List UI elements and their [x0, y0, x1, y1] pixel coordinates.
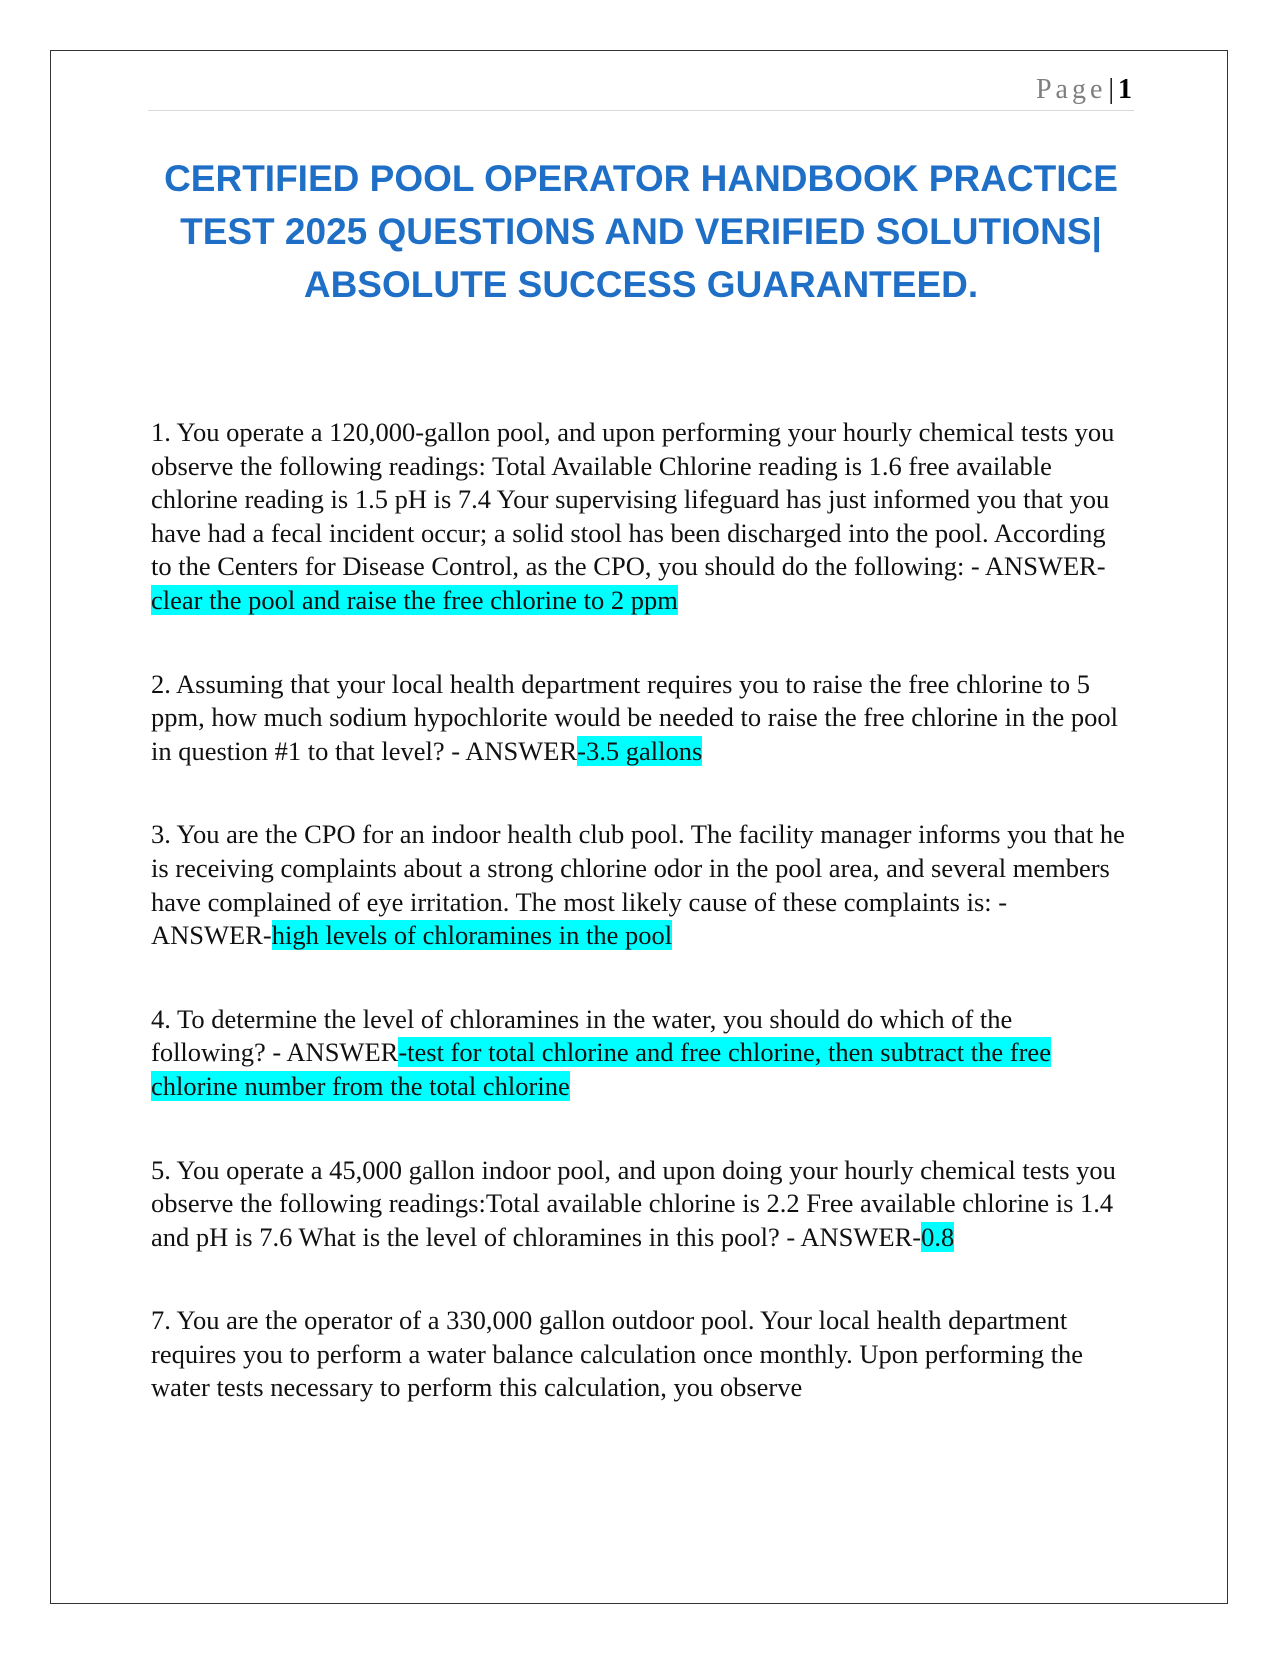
highlighted-answer: high levels of chloramines in the pool	[271, 920, 673, 951]
question-text: 2. Assuming that your local health department requires you to raise the free chlorine to 5 ppm, how much sodium hypochlorite would be needed to raise the free chlorine in the pool in question #1 to that level? - ANSWER	[151, 668, 1119, 766]
page-number-label	[1036, 74, 1132, 106]
document-title: CERTIFIED POOL OPERATOR HANDBOOK PRACTICE TEST 2025 QUESTIONS AND VERIFIED SOLUTIONS| ABSOLUTE SUCCESS GUARANTEED.	[164, 158, 1118, 305]
question-item	[151, 416, 1131, 618]
page-header	[148, 74, 1134, 111]
highlighted-answer: -3.5 gallons	[577, 735, 703, 766]
page-number: 1	[1118, 74, 1132, 105]
question-text: 3. You are the CPO for an indoor health club pool. The facility manager informs you that he is receiving complaints about a strong chlorine odor in the pool area, and several members have complained of eye irritation. The most likely cause of these complaints is: - ANSWER-	[151, 819, 1125, 951]
question-text: 1. You operate a 120,000-gallon pool, and upon performing your hourly chemical tests you observe the following readings: Total Available Chlorine reading is 1.6 free available chlorine reading is 1.5 pH is 7.4 Your supervising lifeguard has just informed you that you have had a fecal incident occur; a solid stool has been discharged into the pool. According to the Centers for Disease Control, as the CPO, you should do the following: - ANSWER-	[151, 417, 1115, 582]
question-list	[151, 416, 1131, 1455]
highlighted-answer: -test for total chlorine and free chlorine, then subtract the free chlorine number from the total chlorine	[151, 1037, 1051, 1101]
question-item	[151, 1154, 1131, 1255]
question-item	[151, 668, 1131, 769]
question-item	[151, 818, 1131, 952]
question-item	[151, 1003, 1131, 1104]
highlighted-answer: 0.8	[921, 1221, 955, 1252]
page-separator: |	[1108, 74, 1114, 105]
question-item	[151, 1304, 1131, 1405]
question-text: 7. You are the operator of a 330,000 gallon outdoor pool. Your local health department requires you to perform a water balance calculation once monthly. Upon performing the water tests necessary to perform this calculation, you observe	[151, 1305, 1084, 1403]
question-text: 5. You operate a 45,000 gallon indoor pool, and upon doing your hourly chemical tests you observe the following readings:Total available chlorine is 2.2 Free available chlorine is 1.4 and pH is 7.6 What is the level of chloramines in this pool? - ANSWER-	[151, 1154, 1116, 1252]
question-text: 4. To determine the level of chloramines in the water, you should do which of the following? - ANSWER	[151, 1003, 1013, 1068]
page-word: Page	[1035, 74, 1107, 105]
highlighted-answer: clear the pool and raise the free chlorine to 2 ppm	[151, 584, 678, 615]
